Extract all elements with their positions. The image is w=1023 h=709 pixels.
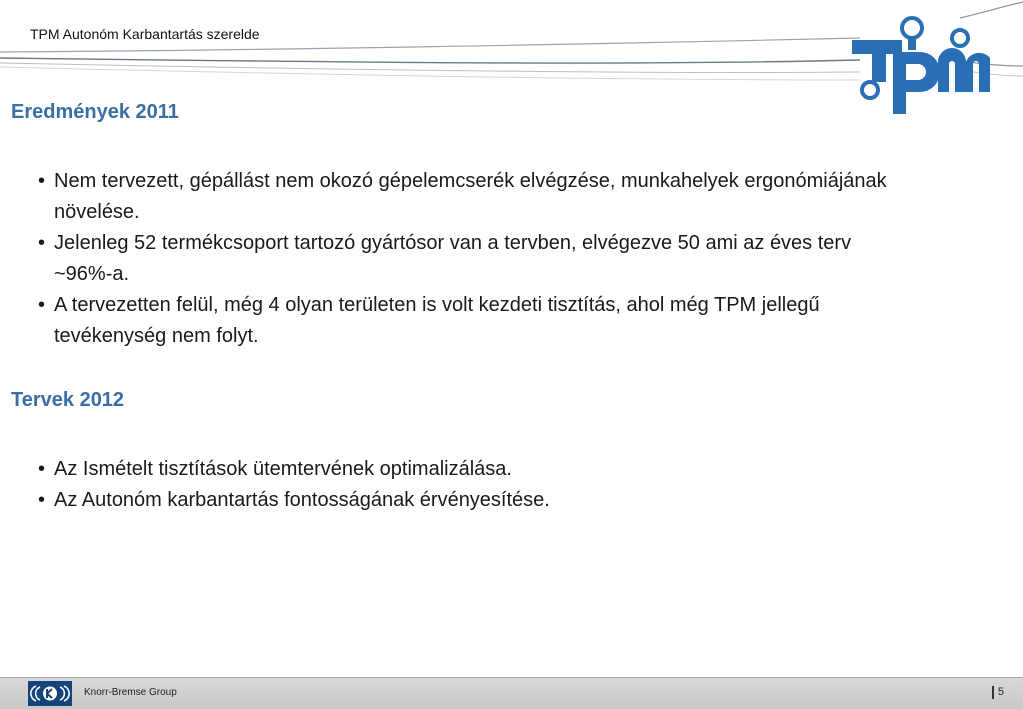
plans-heading: Tervek 2012 [11,389,125,411]
results-heading: Eredmények 2011 [11,101,179,123]
list-item: • Az Autonóm karbantartás fontosságának érvényesítése. [38,485,908,516]
results-bullet-list [38,166,908,352]
list-item: • Nem tervezett, gépállást nem okozó gépelemcserék elvégzése, munkahelyek ergonómiájának növelése. [38,166,908,228]
page-number: 5 [992,686,1004,699]
list-item: • A tervezetten felül, még 4 olyan területen is volt kezdeti tisztítás, ahol még TPM jellegű tevékenység nem folyt. [38,290,908,352]
footer-company-name: Knorr-Bremse Group [84,687,177,698]
footer-bar [0,677,1023,709]
presentation-title: TPM Autonóm Karbantartás szerelde [30,26,260,42]
knorr-bremse-logo-icon [28,681,72,706]
plans-bullet-list [38,454,908,516]
list-item: • Az Ismételt tisztítások ütemtervének optimalizálása. [38,454,908,485]
tpm-logo-icon [850,14,995,116]
list-item: • Jelenleg 52 termékcsoport tartozó gyártósor van a tervben, elvégezve 50 ami az éves terv ~96%-a. [38,228,908,290]
